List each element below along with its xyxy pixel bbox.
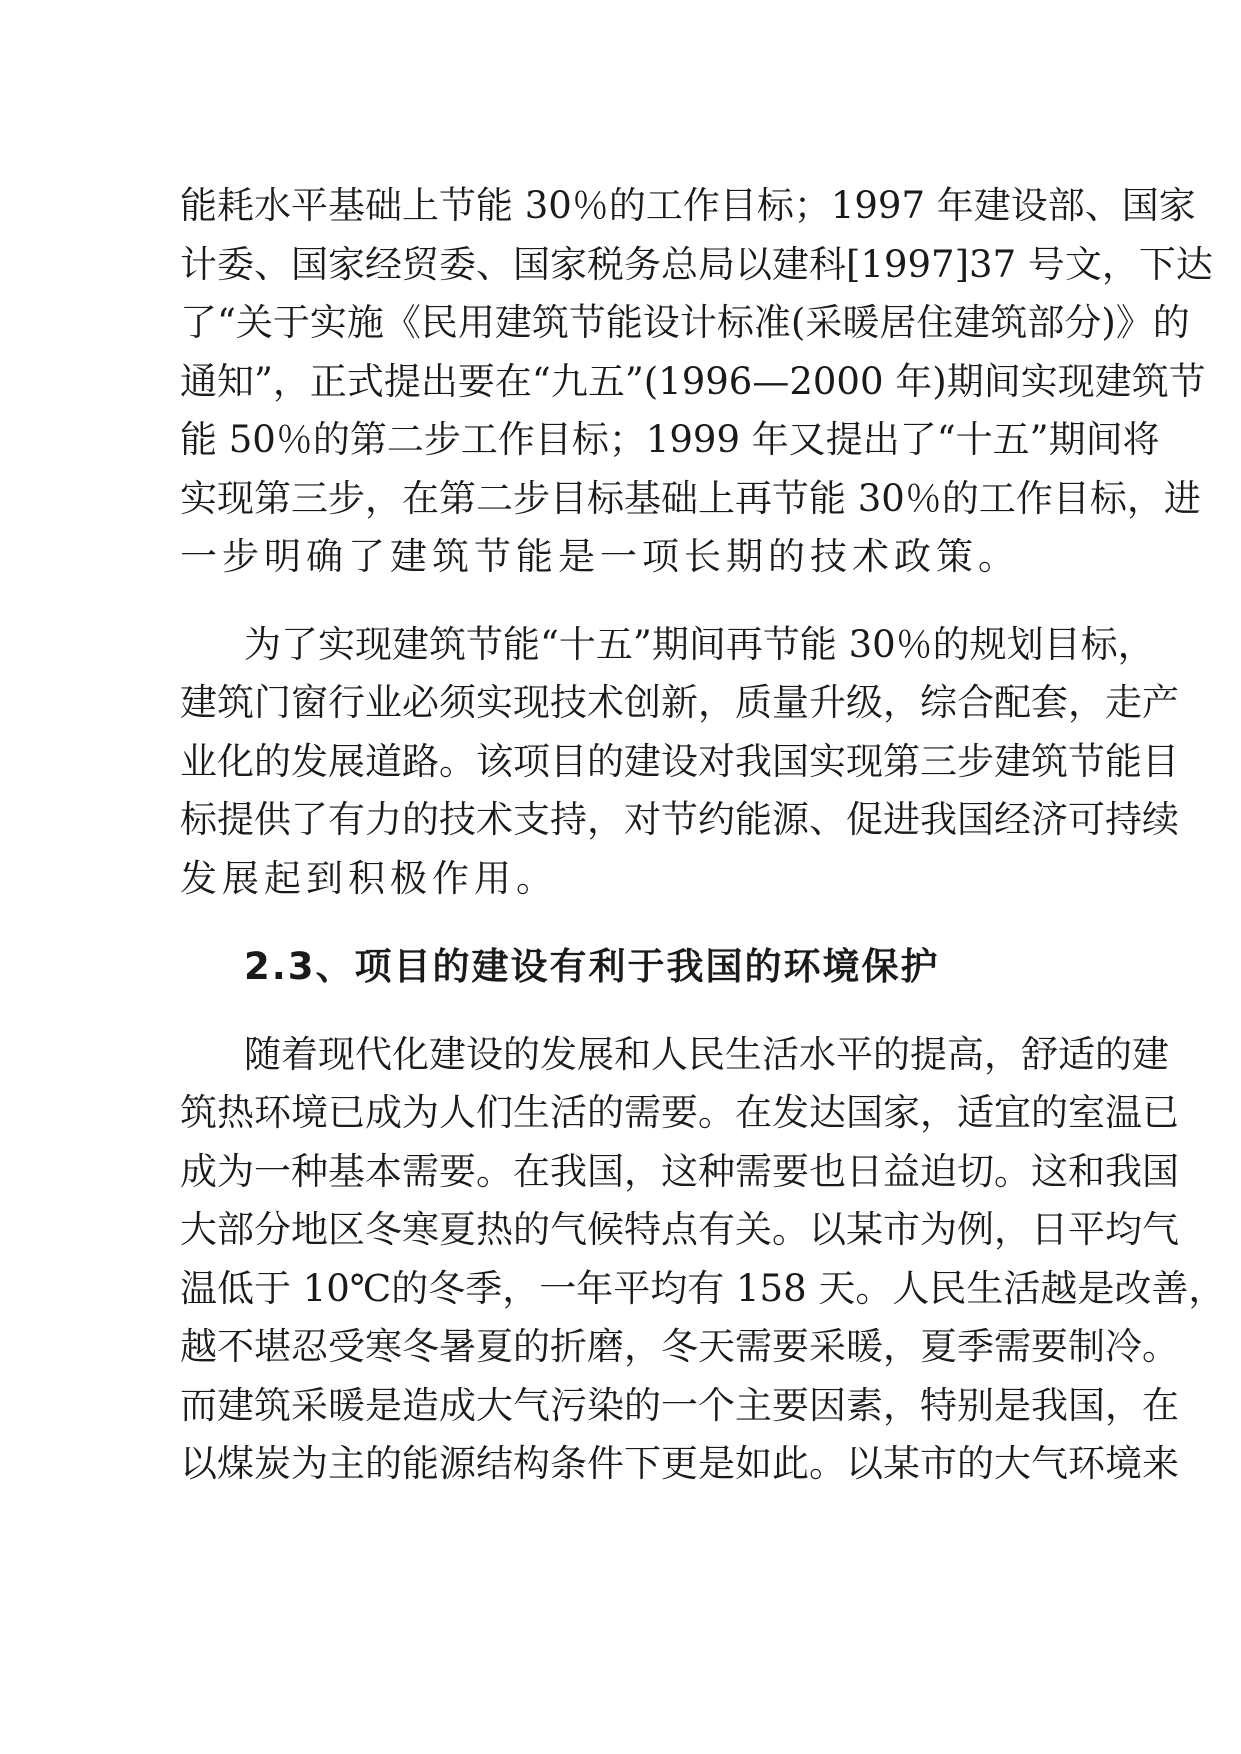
paragraph-line: 实现第三步，在第二步目标基础上再节能 30％的工作目标，进 xyxy=(180,477,1201,520)
paragraph-line: 发展起到积极作用。 xyxy=(180,857,558,900)
paragraph-line: 以煤炭为主的能源结构条件下更是如此。以某市的大气环境来 xyxy=(180,1442,1179,1485)
paragraph-line: 通知”，正式提出要在“九五”(1996—2000 年)期间实现建筑节 xyxy=(180,360,1206,403)
paragraph-line: 越不堪忍受寒冬暑夏的折磨，冬天需要采暖，夏季需要制冷。 xyxy=(180,1325,1179,1368)
paragraph-line: 温低于 10℃的冬季，一年平均有 158 天。人民生活越是改善， xyxy=(180,1267,1226,1310)
paragraph-line: 大部分地区冬寒夏热的气候特点有关。以某市为例，日平均气 xyxy=(180,1208,1179,1251)
section-heading: 2.3、项目的建设有利于我国的环境保护 xyxy=(244,945,940,988)
paragraph-line: 能 50％的第二步工作目标；1999 年又提出了“十五”期间将 xyxy=(180,418,1160,461)
paragraph-line: 为了实现建筑节能“十五”期间再节能 30％的规划目标， xyxy=(244,623,1155,666)
paragraph-line: 能耗水平基础上节能 30％的工作目标；1997 年建设部、国家 xyxy=(180,184,1196,227)
paragraph-line: 而建筑采暖是造成大气污染的一个主要因素，特别是我国，在 xyxy=(180,1384,1179,1427)
paragraph-line: 成为一种基本需要。在我国，这种需要也日益迫切。这和我国 xyxy=(180,1150,1179,1193)
paragraph-line: 一步明确了建筑节能是一项长期的技术政策。 xyxy=(180,535,1020,578)
paragraph-line: 标提供了有力的技术支持，对节约能源、促进我国经济可持续 xyxy=(180,798,1179,841)
paragraph-line: 业化的发展道路。该项目的建设对我国实现第三步建筑节能目 xyxy=(180,740,1179,783)
paragraph-line: 筑热环境已成为人们生活的需要。在发达国家，适宜的室温已 xyxy=(180,1091,1179,1134)
paragraph-line: 随着现代化建设的发展和人民生活水平的提高，舒适的建 xyxy=(244,1033,1169,1076)
paragraph-line: 了“关于实施《民用建筑节能设计标准(采暖居住建筑部分)》的 xyxy=(180,301,1190,344)
paragraph-line: 建筑门窗行业必须实现技术创新，质量升级，综合配套，走产 xyxy=(180,681,1179,724)
paragraph-line: 计委、国家经贸委、国家税务总局以建科[1997]37 号文，下达 xyxy=(180,243,1213,286)
